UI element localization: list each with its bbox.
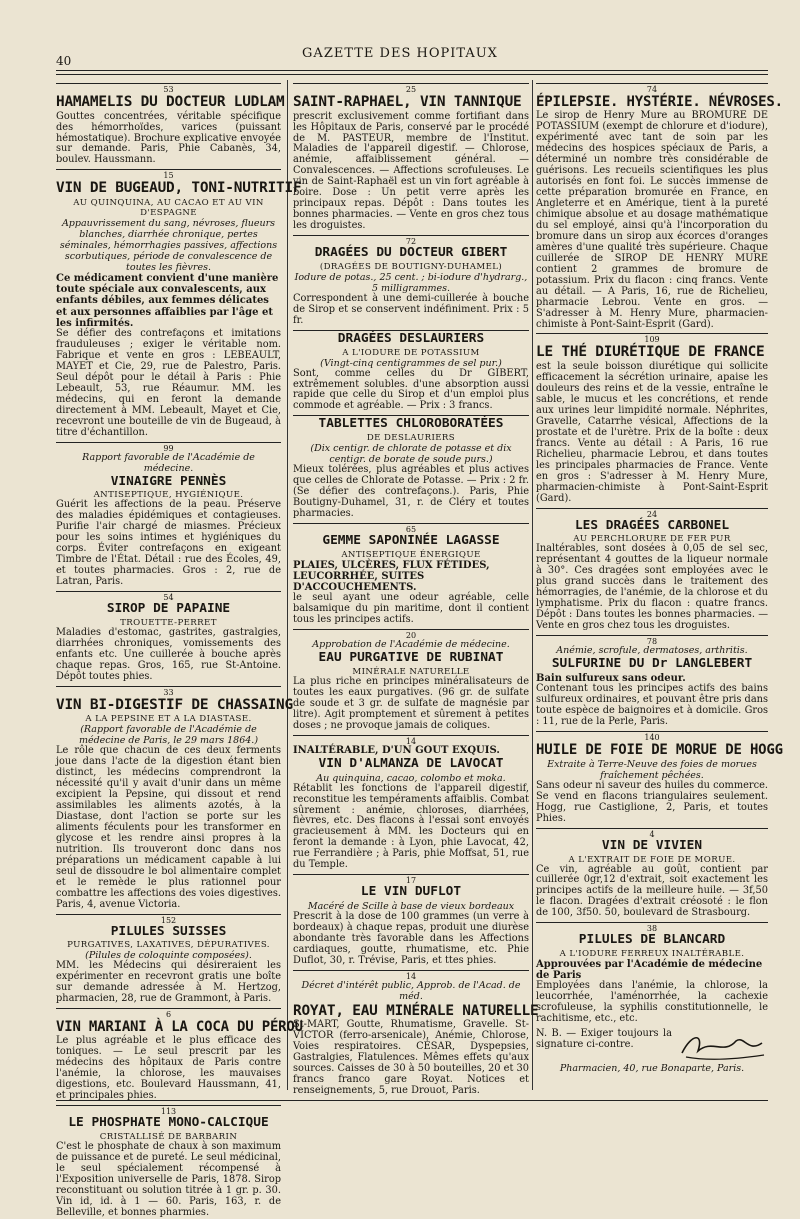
ad-body: Prescrit à la dose de 100 grammes (un verre à bordeaux) à chaque repas, produit une diurèse abondante très favorable dans les Affections cardiaques, goutte, rhumatisme, etc. Phie Duflot, 30, r. Trévise, Paris, et ttes phies. xyxy=(293,911,529,966)
advertisement xyxy=(56,1008,303,1102)
ad-number: 14 xyxy=(405,736,417,746)
ad-body: La plus riche en principes minéralisateurs de toutes les eaux purgatives. (96 gr. de sulfate de soude et 3 gr. de sulfate de magnésie par litre). Agit promptement et sûrement à petites doses ; ne provoque jamais de coliques. xyxy=(293,675,529,731)
ad-highlight: Bain sulfureux sans odeur. xyxy=(536,672,686,684)
ad-number: 152 xyxy=(160,915,177,925)
ad-highlight: PLAIES, ULCÈRES, FLUX FÉTIDES, LEUCORRHÉE, SUITES D'ACCOUCHEMENTS. xyxy=(293,559,490,594)
ad-separator xyxy=(56,83,281,84)
ad-subheading: A L'EXTRAIT DE FOIE DE MORUE. xyxy=(568,854,736,865)
ad-body: Rétablit les fonctions de l'appareil digestif, reconstitue les tempéraments affaiblis. Combat sûrement : anémie, chloroses, diarrhées, fièvres, etc. Des flacons à l'essai sont envoyés gracieusement à MM. les Docteurs qui en feront la demande : à Lyon, phie Lavocat, 42, rue Ferrandière ; à Paris, phie Moffsat, 51, rue du Temple. xyxy=(293,782,529,871)
ad-subheading: DE DESLAURIERS xyxy=(366,433,456,444)
ad-title: SULFURINE DU Dr LANGLEBERT xyxy=(551,656,753,672)
ad-number: 24 xyxy=(646,509,658,519)
ad-note: (Vingt-cinq centigrammes de sel pur.) xyxy=(320,357,502,369)
ad-body: Le sirop de Henry Mure au BROMURE DE POTASSIUM (exempt de chlorure et d'iodure), expérimenté avec tant de soin par les médecins des hospices spéciaux de Paris, a déterminé un nombre très considérable de guérisons. Les recueils scientifiques les plus autorisés en font foi. Le succès immense de cette préparation bromurée en France, en Angleterre et en Amérique, tient à la pureté chimique absolue et au dosage mathématique du sel employé, ainsi qu'à l'incorporation du bromure dans un sirop aux écorces d'oranges amères d'une qualité très supérieure. Chaque cuillerée de SIROP DE HENRY MURE contient 2 grammes de bromure de potassium. Prix du flacon : cinq francs. Vente au détail. — A Paris, 16, rue de Richelieu, pharmacie Lebrou. Vente en gros. — S'adresser à M. Henry Mure, pharmacien-chimiste à Pont-Saint-Esprit (Gard). xyxy=(536,110,768,330)
ad-number: 53 xyxy=(163,85,174,94)
ad-separator xyxy=(293,874,529,875)
ad-title: LE PHOSPHATE MONO-CALCIQUE xyxy=(68,1115,269,1131)
ad-number: 6 xyxy=(165,1010,172,1020)
advertisement xyxy=(56,914,281,1006)
ad-body: Guérit les affections de la peau. Préserve des maladies épidémiques et contagieuses. Purifie l'air chargé de miasmes. Précieux pour les soins intimes et hygiéniques du corps. Éviter contrefaçons en exigeant Timbre de l'État. Détail : rue des Écoles, 49, et toutes pharmacies. Gros : 2, rue de Latran, Paris. xyxy=(56,499,281,588)
ad-title: SAINT-RAPHAEL, VIN TANNIQUE xyxy=(293,94,522,110)
ad-body: Se défier des contrefaçons et imitations frauduleuses ; exiger le véritable nom. Fabrique et vente en gros : LEBEAULT, MAYET et Cie, 29, rue de Palestro, Paris. Seul dépôt pour le détail à Paris : Phie Lebeault, 53, rue Réaumur. MM. les médecins, qui en feront la demande directement à MM. Lebeault, Mayet et Cie, recevront une bouteille de vin de Bugeaud, à titre d'échantillon. xyxy=(56,327,281,438)
ad-number: 140 xyxy=(644,732,660,742)
advertisement xyxy=(293,235,529,327)
ad-note: (Pilules de coloquinte composées). xyxy=(85,950,252,962)
advertisement xyxy=(293,735,529,872)
ad-highlight: Ce médicament convient d'une manière toute spéciale aux convalescents, aux enfants débiles, aux femmes délicates et aux personnes affaiblies par l'âge et les infirmités. xyxy=(56,272,279,329)
footer-rule xyxy=(56,1100,768,1101)
ad-subtitle: TROUETTE-PERRET xyxy=(120,617,217,628)
ad-subheading: A L'IODURE FERREUX INALTÉRABLE. xyxy=(559,949,745,960)
ad-number: 20 xyxy=(405,631,417,641)
advertisement xyxy=(293,970,539,1097)
advertisement xyxy=(293,83,529,232)
ad-separator xyxy=(293,629,529,630)
ad-body: MM. les Médecins qui désireraient les expérimenter en recevront gratis une boîte sur demande adressée à M. Hertzog, pharmacien, 28, rue de Grammont, à Paris. xyxy=(56,960,281,1005)
ad-note: Approbation de l'Académie de médecine. xyxy=(312,639,510,651)
ad-separator xyxy=(56,442,281,443)
ad-title: VINAIGRE PENNÈS xyxy=(110,473,227,489)
ad-number: 109 xyxy=(644,335,660,345)
ad-title: TABLETTES CHLOROBORATÉES xyxy=(318,416,504,432)
ad-subheading: CRISTALLISÉ DE BARBARIN xyxy=(99,1131,238,1142)
column-middle xyxy=(293,80,539,1100)
ad-title: LE VIN DUFLOT xyxy=(360,884,462,900)
signature-block xyxy=(536,1029,768,1063)
ad-number: 38 xyxy=(646,924,658,934)
ad-body: Correspondent à une demi-cuillerée à bouche de Sirop et se conservent indéfiniment. Prix : 5 fr. xyxy=(293,292,529,326)
ad-note: Rapport favorable de l'Académie de médecine. xyxy=(82,451,255,474)
column-divider xyxy=(287,80,288,1090)
ad-title: ÉPILEPSIE. HYSTÉRIE. NÉVROSES. xyxy=(536,94,783,110)
ad-title: VIN BI-DIGESTIF DE CHASSAING xyxy=(56,696,293,713)
ad-body: le seul ayant une odeur agréable, celle balsamique du pin maritime, dont il contient tous les principes actifs. xyxy=(293,592,529,626)
advertisement xyxy=(536,922,768,1074)
ad-note: (Rapport favorable de l'Académie de médecine de Paris, le 29 mars 1864.) xyxy=(78,724,259,747)
ad-body: est la seule boisson diurétique qui sollicite efficacement la sécrétion urinaire, apaise les douleurs des reins et de la vessie, entraîne le sable, le mucus et les concrétions, et rende aux urines leur limpidité normale. Néphrites, Gravelle, Catarrhe vésical, Affections de la prostate et de l'urètre. Prix de la boîte : deux francs. Vente au détail : A Paris, 16 rue Richelieu, pharmacie Lebrou, et dans toutes les principales pharmacies de France. Vente en gros : S'adresser à M. Henry Mure, pharmacien-chimiste à Pont-Saint-Esprit (Gard). xyxy=(536,361,768,504)
ad-body: Le plus agréable et le plus efficace des toniques. — Le seul prescrit par les médecins des hôpitaux de Paris contre l'anémie, la chlorose, les mauvaises digestions, etc. Boulevard Haussmann, 41, et principales phies. xyxy=(56,1035,281,1102)
column-right xyxy=(536,80,783,1100)
ad-separator xyxy=(56,1105,281,1106)
advertisement xyxy=(536,635,768,728)
ad-separator xyxy=(293,970,529,971)
ad-body: St-MART, Goutte, Rhumatisme, Gravelle. St-VICTOR (ferro-arsenicale), Anémie, Chlorose, Voies respiratoires. CÉSAR, Dyspepsies, Gastralgies, Flatulences. Mêmes effets qu'aux sources. Caisses de 30 à 50 bouteilles, 20 et 30 francs franco gare Royat. Notices et renseignements, 5, rue Drouot, Paris. xyxy=(293,1019,529,1097)
ad-note: Macéré de Scille à base de vieux bordeaux xyxy=(307,901,515,913)
signature-note: N. B. — Exiger toujours la signature ci-contre. xyxy=(536,1028,672,1051)
ad-subheading: A LA PEPSINE ET A LA DIASTASE. xyxy=(85,714,252,725)
advertisement xyxy=(56,83,285,166)
ad-title: VIN DE BUGEAUD, TONI-NUTRITIF xyxy=(56,180,302,197)
ad-title: PILULES DE BLANCARD xyxy=(578,932,726,948)
ad-body: prescrit exclusivement comme fortifiant dans les Hôpitaux de Paris, conservé par le procédé de M. PASTEUR, membre de l'Institut. Maladies de l'appareil digestif. — Chlorose, anémie, affaiblissement général. — Convalescences. — Affections scrofuleuses. Le vin de Saint-Raphaël est un vin fort agréable à boire. Dose : Un petit verre après les principaux repas. Dépôt : Dans toutes les bonnes pharmacies. — Vente en gros chez tous les droguistes. xyxy=(293,110,529,232)
advertisement xyxy=(536,508,768,632)
ad-number: 25 xyxy=(405,85,417,94)
ad-body: Sans odeur ni saveur des huiles du commerce. Se vend en flacons triangulaires seulement. Hogg, rue Castiglione, 2, Paris, et toutes Phies. xyxy=(536,779,768,824)
ad-separator xyxy=(536,731,768,732)
ad-title: GEMME SAPONINÉE LAGASSE xyxy=(322,532,500,548)
ad-title: DRAGÉES DU DOCTEUR GIBERT xyxy=(314,245,508,261)
ad-number: 99 xyxy=(163,443,174,453)
page-title: GAZETTE DES HOPITAUX xyxy=(302,46,498,61)
ad-body: Le rôle que chacun de ces deux ferments joue dans l'acte de la digestion étant bien distinct, les médecins comprendront la nécessité qu'il y avait d'unir dans un même excipient la Pepsine, qui dissout et rend assimilables les aliments azotés, à la Diastase, dont l'action se porte sur les aliments féculents pour les transformer en glycose et les rendre ainsi propres à la nutrition. Ils trouveront donc dans nos préparations un médicament capable à lui seul de dissoudre le bol alimentaire complet et le remède le plus rationnel pour combattre les affections des voies digestives. Paris, 4, avenue Victoria. xyxy=(56,745,281,910)
ad-number: 72 xyxy=(405,237,417,247)
advertisement xyxy=(56,591,281,683)
advertisement xyxy=(56,442,281,588)
ad-note: Extraite à Terre-Neuve des foies de morues fraîchement pêchées. xyxy=(547,758,757,781)
ad-number: 74 xyxy=(646,85,658,94)
ad-body: Sont, comme celles du Dr GIBERT, extrêmement solubles. d'une absorption aussi rapide que celle du Sirop et d'un emploi plus commode et agréable. — Prix : 3 francs. xyxy=(293,367,529,412)
page-header xyxy=(0,44,800,70)
ad-number: 17 xyxy=(405,876,417,886)
ad-note: Appauvrissement du sang, névroses, flueurs blanches, diarrhée chronique, pertes séminales, hémorrhagies passives, affections scorbutiques, période de convalescence de toutes les fièvres. xyxy=(59,217,278,273)
ad-separator xyxy=(56,591,281,592)
ad-separator xyxy=(536,828,768,829)
ad-title: EAU PURGATIVE DE RUBINAT xyxy=(318,650,504,666)
column-left xyxy=(56,80,303,1218)
ad-separator xyxy=(536,333,768,334)
ad-body: Inaltérables, sont dosées à 0,05 de sel sec, représentant 4 gouttes de la liqueur normale à 30°. Ces dragées sont employées avec le plus grand succès dans le traitement des hémorragies, de l'anémie, de la chlorose et du lymphatisme. Prix du flacon : quatre francs. Dépôt : Dans toutes les bonnes pharmacies. — Vente en gros chez tous les droguistes. xyxy=(536,543,768,632)
advertisement xyxy=(293,629,529,732)
header-rule xyxy=(56,70,768,71)
advertisement xyxy=(293,330,529,413)
ad-subheading: MINÉRALE NATURELLE xyxy=(352,666,470,677)
ad-subheading: AU PERCHLORURE DE FER PUR xyxy=(573,534,731,545)
ad-highlight: Approuvées par l'Académie de médecine de Paris xyxy=(536,959,763,982)
ad-separator xyxy=(536,83,768,84)
ad-note: Iodure de potas., 25 cent. ; bi-iodure d'hydrarg., 5 milligrammes. xyxy=(294,271,528,294)
ad-separator xyxy=(536,635,768,636)
ad-number: 78 xyxy=(646,637,658,647)
ad-title: DRAGÉES DESLAURIERS xyxy=(337,330,485,346)
ad-number: 54 xyxy=(163,593,174,603)
ad-number: 4 xyxy=(649,829,655,839)
ad-title: LE THÉ DIURÉTIQUE DE FRANCE xyxy=(536,344,765,361)
ad-number: 15 xyxy=(163,171,174,181)
ad-number: 14 xyxy=(405,971,417,981)
ad-number: 113 xyxy=(160,1107,177,1117)
ad-body: Gouttes concentrées, véritable spécifique des hémorrhoïdes, varices (puissant hémostatique). Brochure explicative envoyée sur demande. Paris, Phie Cabanès, 34, boulev. Haussmann. xyxy=(56,110,281,166)
handwritten-signature xyxy=(678,1029,768,1063)
ad-separator xyxy=(56,1008,281,1009)
ad-note: Anémie, scrofule, dermatoses, arthritis. xyxy=(556,645,748,657)
ad-separator xyxy=(56,169,281,170)
ad-title: VIN D'ALMANZA DE LAVOCAT xyxy=(318,755,504,771)
ad-body: Ce vin, agréable au goût, contient par cuillerée 0gr,12 d'extrait, soit exactement les principes actifs de la meilleure huile. — 3f,50 le flacon. Dragées d'extrait créosoté : le flon de 100, 3f50. 50, boulevard de Strasbourg. xyxy=(536,863,768,919)
advertisement xyxy=(56,169,302,438)
ad-title: PILULES SUISSES xyxy=(110,923,227,939)
ad-body: Employées dans l'anémie, la chlorose, la leucorrhée, l'aménorrhée, la cachexie scrofuleuse, la syphilis constitutionnelle, le rachitisme, etc., etc. xyxy=(536,980,768,1025)
ad-note: Décret d'intérêt public, Approb. de l'Acad. de méd. xyxy=(301,979,521,1002)
ad-subheading: AU QUINQUINA, AU CACAO ET AU VIN D'ESPAGNE xyxy=(73,197,264,218)
ad-body: Mieux tolérées, plus agréables et plus actives que celles de Chlorate de Potasse. — Prix : 2 fr. (Se défier des contrefaçons.). Paris, Phie Boutigny-Duhamel, 31, r. de Cléry et toutes pharmacies. xyxy=(293,464,529,519)
ad-title: HUILE DE FOIE DE MORUE DE HOGG xyxy=(536,741,783,758)
advertisement xyxy=(56,1105,281,1218)
ad-number: 33 xyxy=(163,687,174,697)
ad-body: C'est le phosphate de chaux à son maximum de puissance et de pureté. Le seul médicinal, le seul spécialement récompensé à l'Exposition universelle de Paris, 1878. Sirop reconstituant ou solution titrée à 1 gr. p. 30. Vin id, id. à 1 — 60. Paris, 163, r. de Belleville, et bonnes pharmies. xyxy=(56,1140,281,1218)
ad-subheading: (DRAGÉES DE BOUTIGNY-DUHAMEL) xyxy=(319,261,503,272)
ad-title: SIROP DE PAPAINE xyxy=(106,601,231,617)
ad-separator xyxy=(536,922,768,923)
advertisement xyxy=(536,333,768,504)
advertisement xyxy=(293,523,529,626)
ad-title: VIN DE VIVIEN xyxy=(601,837,703,853)
advertisement xyxy=(536,828,768,920)
ad-separator xyxy=(293,83,529,84)
ad-subheading: ANTISEPTIQUE ÉNERGIQUE xyxy=(341,549,481,560)
header-rule xyxy=(56,74,768,75)
ad-separator xyxy=(293,523,529,524)
ad-separator xyxy=(293,235,529,236)
ad-note: (Dix centigr. de chlorate de potasse et dix centigr. de borate de soude purs.) xyxy=(310,443,512,466)
ad-body: Contenant tous les principes actifs des bains sulfureux ordinaires, et pouvant être pris dans toute espèce de baignoires et à domicile. Gros : 11, rue de la Perle, Paris. xyxy=(536,682,768,727)
ad-subheading: A L'IODURE DE POTASSIUM xyxy=(342,347,480,358)
ad-separator xyxy=(56,686,281,687)
ad-note: Au quinquina, cacao, colombo et moka. xyxy=(316,772,506,784)
ad-separator xyxy=(56,914,281,915)
advertisement xyxy=(536,731,783,825)
advertisement xyxy=(293,874,529,967)
page-number: 40 xyxy=(56,54,72,68)
ad-subheading: ANTISEPTIQUE, HYGIÉNIQUE. xyxy=(93,490,244,501)
ad-title: VIN MARIANI À LA COCA DU PÉROU xyxy=(56,1019,303,1036)
ad-title: HAMAMELIS DU DOCTEUR LUDLAM xyxy=(56,94,285,110)
ad-title: ROYAT, EAU MINÉRALE NATURELLE xyxy=(293,1002,539,1019)
signature-address: Pharmacien, 40, rue Bonaparte, Paris. xyxy=(559,1063,745,1075)
ad-number: 65 xyxy=(405,524,417,534)
ad-highlight: INALTÉRABLE, D'UN GOUT EXQUIS. xyxy=(293,744,500,756)
ad-separator xyxy=(536,508,768,509)
ad-body: Maladies d'estomac, gastrites, gastralgies, diarrhées chroniques, vomissements des enfants etc. Une cuillerée à bouche après chaque repas. Gros, 165, rue St-Antoine. Dépôt toutes phies. xyxy=(56,626,281,682)
ad-title: LES DRAGÉES CARBONEL xyxy=(574,517,730,533)
ad-subheading: PURGATIVES, LAXATIVES, DÉPURATIVES. xyxy=(67,940,270,951)
advertisement xyxy=(293,415,529,520)
advertisement xyxy=(536,83,783,330)
advertisement xyxy=(56,686,293,911)
column-divider xyxy=(532,80,533,1090)
ad-separator xyxy=(293,735,529,736)
